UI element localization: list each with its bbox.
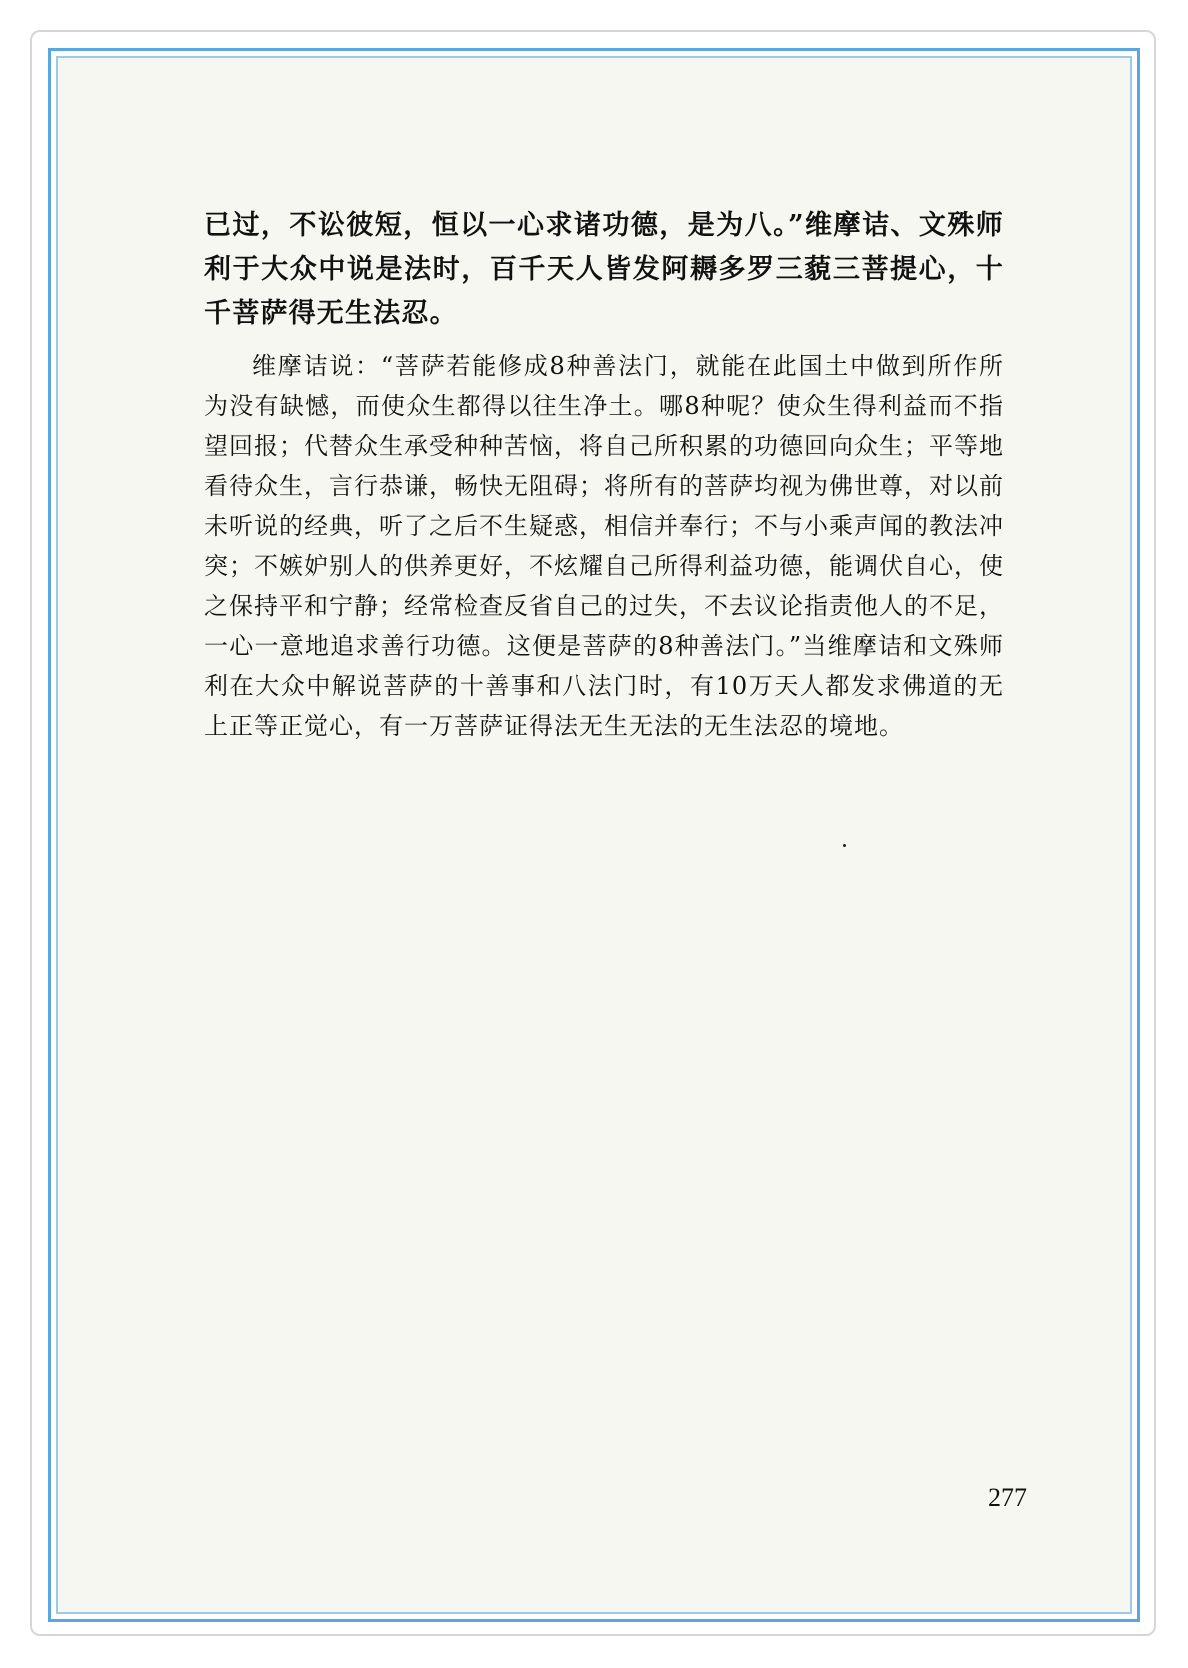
page-number: 277 — [988, 1483, 1027, 1512]
book-page — [56, 56, 1132, 1614]
paragraph-original-sutra: 已过，不讼彼短，恒以一心求诸功德，是为八。”维摩诘、文殊师利于大众中说是法时，百千天人皆发阿耨多罗三藐三菩提心，十千菩萨得无生法忍。 — [204, 210, 1004, 329]
paragraph-translation: 维摩诘说：“菩萨若能修成8种善法门，就能在此国土中做到所作所为没有缺憾，而使众生都得以往生净土。哪8种呢？使众生得利益而不指望回报；代替众生承受种种苦恼，将自己所积累的功德回向众生；平等地看待众生，言行恭谦，畅快无阻碍；将所有的菩萨均视为佛世尊，对以前未听说的经典，听了之后不生疑惑，相信并奉行；不与小乘声闻的教法冲突；不嫉妒别人的供养更好，不炫耀自己所得利益功德，能调伏自心，使之保持平和宁静；经常检查反省自己的过失，不去议论指责他人的不足，一心一意地追求善行功德。这便是菩萨的8种善法门。”当维摩诘和文殊师利在大众中解说菩萨的十善事和八法门时，有10万天人都发求佛道的无上正等正觉心，有一万菩萨证得法无生无法的无生法忍的境地。 — [204, 352, 1004, 740]
scan-speck — [843, 844, 846, 847]
body-text — [204, 204, 1004, 746]
